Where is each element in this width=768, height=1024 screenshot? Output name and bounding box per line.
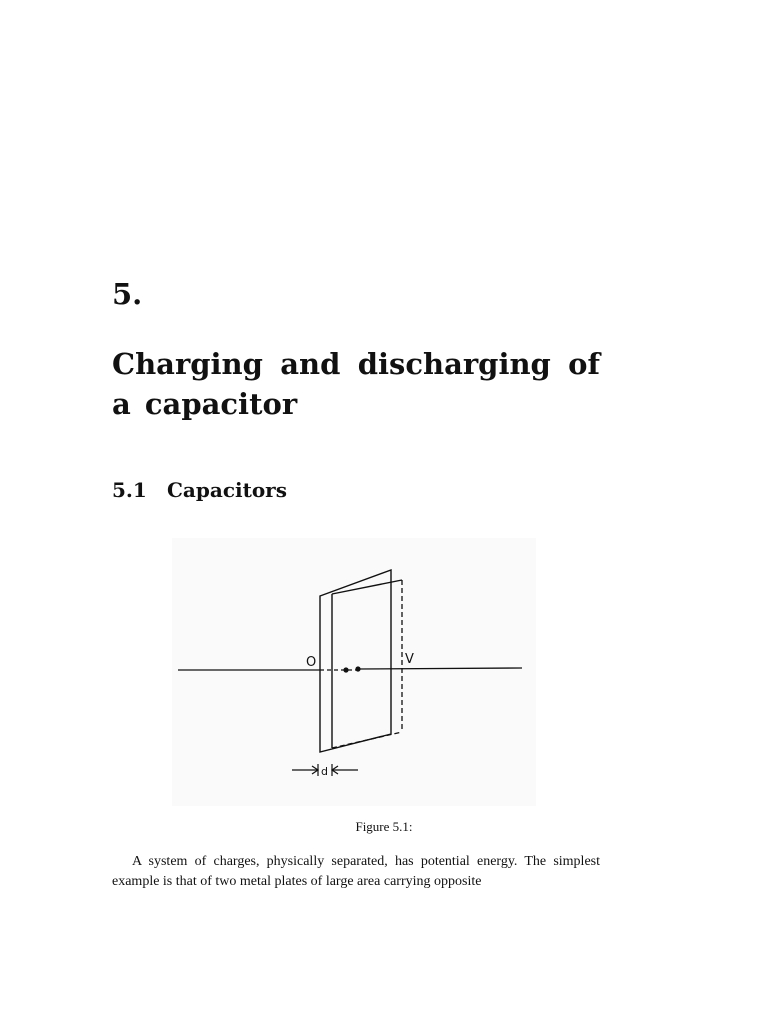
- label-d: d: [321, 765, 328, 778]
- label-o: O: [306, 655, 317, 670]
- body-paragraph: A system of charges, physically separated, has potential energy. The simplest example is that of two metal plates of large area carrying opposite: [112, 854, 600, 889]
- capacitor-diagram: [172, 538, 536, 806]
- section-number: 5.1: [112, 478, 147, 502]
- charge-point-right: [355, 666, 360, 671]
- figure-caption: Figure 5.1:: [355, 819, 413, 834]
- axis-line-right: [358, 668, 522, 669]
- charge-point-left: [343, 667, 348, 672]
- chapter-title: Charging and discharging of a capacitor: [112, 347, 600, 421]
- label-v: V: [405, 652, 414, 667]
- section-heading: [112, 476, 287, 504]
- front-plate: [320, 570, 391, 752]
- capacitor-figure: [172, 538, 536, 806]
- chapter-number: 5.: [112, 277, 143, 311]
- section-title: Capacitors: [167, 478, 287, 502]
